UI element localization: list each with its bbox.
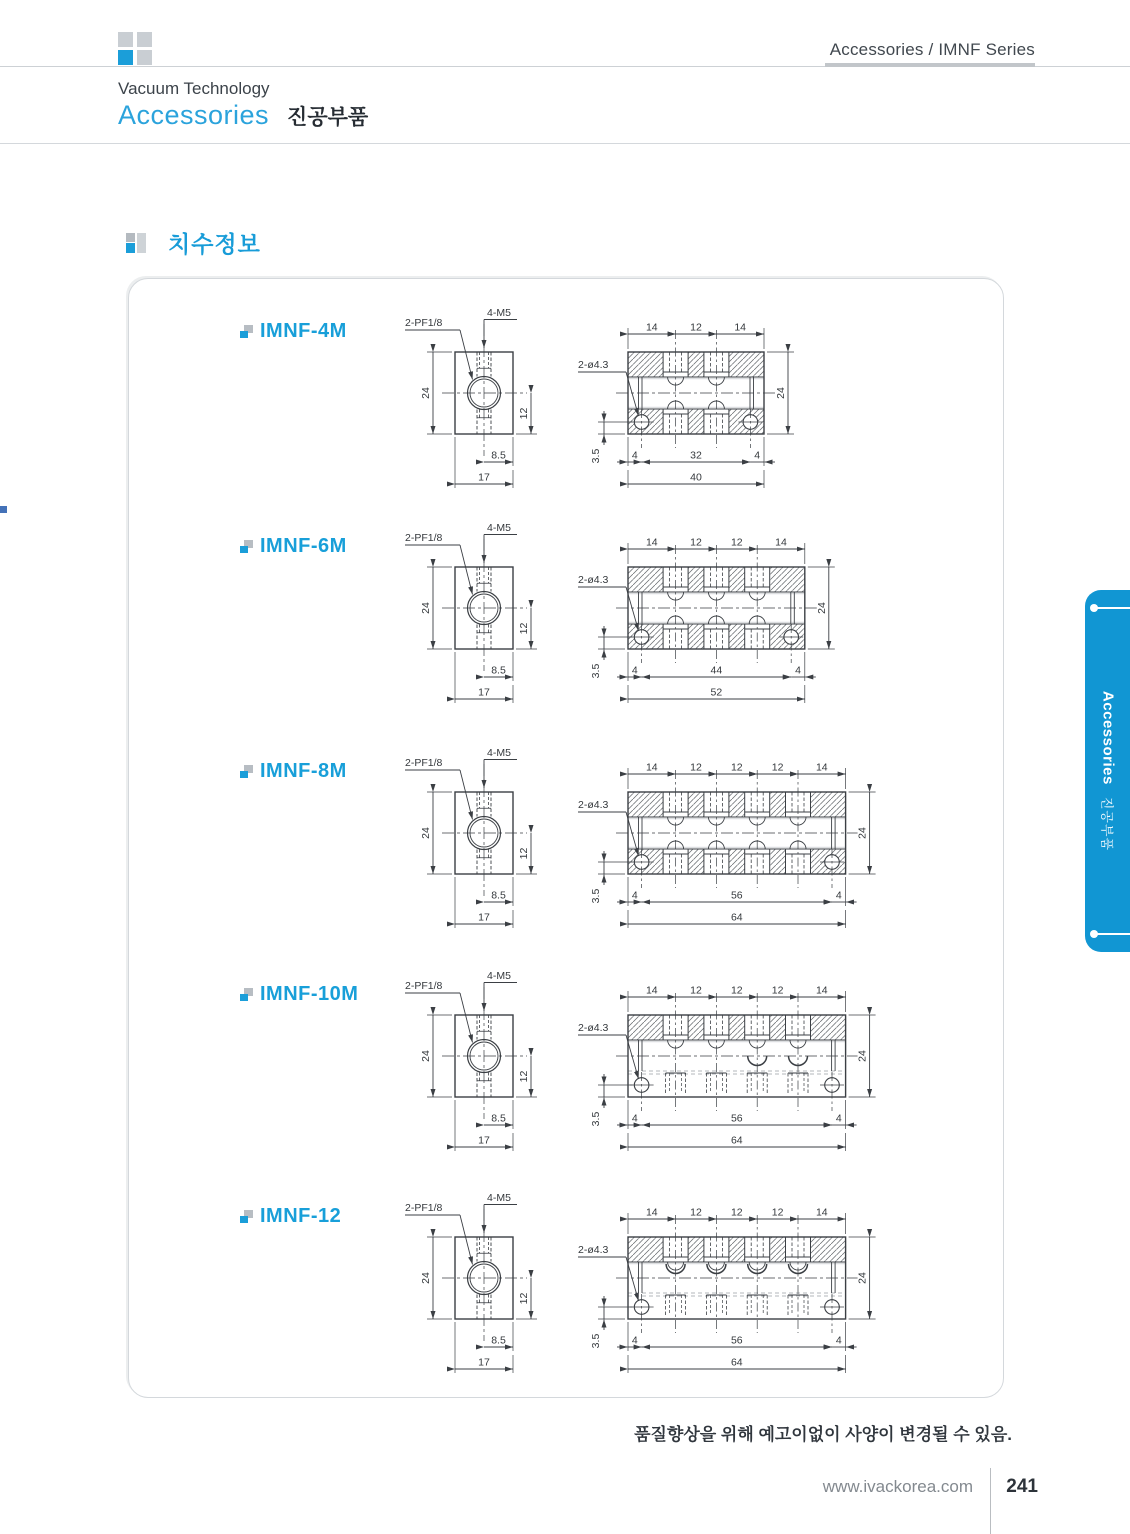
technical-drawing-imnf-12 — [380, 1189, 980, 1385]
dimension-text: 40 — [690, 471, 702, 484]
dimension-text: 4-M5 — [487, 970, 511, 982]
side-view — [405, 307, 537, 488]
model-name: IMNF-12 — [260, 1205, 342, 1227]
page-title-en: Accessories — [118, 100, 270, 130]
side-view — [405, 1192, 537, 1373]
page-title-ko: 진공부품 — [287, 106, 369, 129]
dimension-text: 3.5 — [590, 888, 602, 904]
dimension-text: 12 — [518, 847, 530, 860]
logo-square — [137, 50, 152, 65]
dimension-text: 56 — [730, 889, 743, 902]
dimension-text: 2-ø4.3 — [578, 1022, 609, 1034]
breadcrumb: Accessories / IMNF Series — [829, 40, 1035, 59]
model-name: IMNF-6M — [260, 535, 347, 557]
dimension-text: 2-ø4.3 — [578, 1244, 609, 1256]
page-edge-mark — [0, 506, 7, 513]
model-bullet-icon — [240, 988, 253, 1001]
dimension-text: 4-M5 — [487, 747, 511, 759]
dimension-text: 12 — [690, 761, 702, 774]
dimension-text: 3.5 — [590, 663, 602, 679]
dimension-text: 56 — [730, 1334, 743, 1347]
dimension-text: 8.5 — [491, 1112, 506, 1125]
dimension-text: 4-M5 — [487, 1192, 511, 1204]
dimension-text: 3.5 — [590, 1111, 602, 1127]
front-view — [578, 1207, 876, 1374]
dimension-text: 24 — [420, 1272, 432, 1284]
dimension-text: 2-PF1/8 — [405, 532, 443, 544]
icon-part — [126, 243, 135, 253]
side-tab-label-ko: 진공부품 — [1099, 796, 1114, 852]
dimension-text: 4 — [835, 1112, 842, 1125]
dimension-text: 4 — [631, 889, 638, 902]
dimension-text: 8.5 — [491, 664, 506, 677]
dimension-text: 17 — [478, 471, 490, 484]
dimension-text: 8.5 — [491, 889, 506, 902]
footer-website[interactable]: www.ivackorea.com — [822, 1477, 973, 1496]
dimension-text: 32 — [690, 449, 702, 462]
front-view — [578, 762, 876, 929]
front-view — [578, 985, 876, 1152]
technical-drawing-imnf-4m — [380, 304, 980, 500]
dimension-text: 2-ø4.3 — [578, 574, 609, 586]
model-label-imnf-8m — [240, 760, 347, 783]
side-tab-label-en: Accessories — [1099, 690, 1116, 785]
side-view — [405, 747, 537, 928]
section-heading — [126, 226, 261, 259]
dimension-text: 44 — [710, 664, 723, 677]
side-tab-accessories[interactable] — [1085, 590, 1130, 952]
dimension-text: 14 — [775, 536, 787, 549]
dimension-text: 2-PF1/8 — [405, 980, 443, 992]
logo-square-accent — [118, 50, 133, 65]
dimension-text: 8.5 — [491, 1334, 506, 1347]
dimension-text: 24 — [775, 387, 787, 399]
dimension-text: 3.5 — [590, 448, 602, 464]
dimension-text: 14 — [815, 1206, 828, 1219]
dimension-text: 4 — [835, 1334, 842, 1347]
dimension-text: 12 — [518, 1070, 530, 1083]
dimension-text: 4 — [754, 449, 761, 462]
model-label-imnf-4m — [240, 320, 347, 343]
dimension-text: 14 — [815, 761, 828, 774]
dimension-text: 12 — [730, 761, 743, 774]
tab-dot-line — [1094, 607, 1130, 609]
model-bullet-icon — [240, 765, 253, 778]
dimension-text: 17 — [478, 1356, 490, 1369]
dimension-text: 24 — [420, 1050, 432, 1062]
dimension-text: 24 — [420, 827, 432, 839]
dimension-text: 2-PF1/8 — [405, 1202, 443, 1214]
model-bullet-icon — [240, 540, 253, 553]
header-bottom-rule — [0, 143, 1130, 144]
page-title — [118, 100, 368, 131]
model-label-imnf-10m — [240, 983, 358, 1006]
model-label-imnf-12 — [240, 1205, 341, 1228]
dimension-text: 12 — [518, 407, 530, 420]
front-view — [578, 322, 794, 489]
dimension-text: 14 — [645, 984, 658, 997]
model-name: IMNF-10M — [260, 983, 359, 1005]
logo-square — [137, 32, 152, 47]
dimension-text: 2-PF1/8 — [405, 317, 443, 329]
dimension-text: 2-ø4.3 — [578, 359, 609, 371]
section-bullet-icon — [126, 233, 146, 253]
dimension-text: 14 — [815, 984, 828, 997]
dimension-text: 24 — [856, 1272, 869, 1284]
brand-logo — [118, 32, 152, 66]
side-tab-label — [1098, 691, 1117, 851]
dimension-text: 24 — [856, 1050, 869, 1062]
dimension-text: 4 — [795, 664, 801, 677]
dimension-text: 4 — [631, 1334, 638, 1347]
dimension-text: 8.5 — [491, 449, 506, 462]
dimension-text: 4 — [631, 664, 638, 677]
dimension-text: 14 — [645, 761, 658, 774]
dimension-text: 2-ø4.3 — [578, 799, 609, 811]
model-name: IMNF-4M — [260, 320, 347, 342]
model-bullet-icon — [240, 325, 253, 338]
dimension-text: 64 — [730, 1134, 743, 1147]
breadcrumb-underline — [825, 63, 1035, 67]
technical-drawing-imnf-8m — [380, 744, 980, 940]
dimension-text: 17 — [478, 686, 490, 699]
dimension-text: 56 — [730, 1112, 743, 1125]
dimension-text: 12 — [771, 984, 784, 997]
dimension-text: 17 — [478, 1134, 490, 1147]
dimension-text: 4 — [631, 449, 638, 462]
dimension-text: 24 — [420, 387, 432, 399]
dimension-text: 14 — [645, 321, 658, 334]
dimension-text: 12 — [518, 622, 530, 635]
dimension-text: 12 — [771, 1206, 784, 1219]
footer-divider — [990, 1468, 991, 1534]
dimension-text: 4 — [631, 1112, 638, 1125]
dimension-text: 24 — [815, 602, 828, 614]
brand-tagline: Vacuum Technology — [118, 79, 270, 98]
technical-drawing-imnf-6m — [380, 519, 980, 715]
dimension-text: 17 — [478, 911, 490, 924]
dimension-text: 2-PF1/8 — [405, 757, 443, 769]
dimension-text: 4 — [835, 889, 842, 902]
dimension-text: 12 — [690, 321, 702, 334]
front-view — [578, 537, 835, 704]
dimension-text: 14 — [645, 1206, 658, 1219]
footer-disclaimer: 품질향상을 위해 예고이없이 사양이 변경될 수 있음. — [634, 1425, 1012, 1444]
tab-dot-line — [1094, 933, 1130, 935]
model-bullet-icon — [240, 1210, 253, 1223]
dimension-text: 4-M5 — [487, 522, 511, 534]
model-label-imnf-6m — [240, 535, 347, 558]
dimension-text: 12 — [518, 1292, 530, 1305]
dimension-text: 64 — [730, 1356, 743, 1369]
side-view — [405, 522, 537, 703]
dimension-text: 4-M5 — [487, 307, 511, 319]
page-number: 241 — [1006, 1476, 1038, 1497]
dimension-text: 12 — [730, 984, 743, 997]
technical-drawing-imnf-10m — [380, 967, 980, 1163]
dimension-text: 12 — [690, 984, 702, 997]
section-title: 치수정보 — [168, 231, 261, 257]
dimension-text: 14 — [645, 536, 658, 549]
icon-part — [126, 233, 135, 242]
side-view — [405, 970, 537, 1151]
dimension-text: 12 — [690, 536, 702, 549]
icon-part — [137, 233, 146, 253]
dimension-text: 64 — [730, 911, 743, 924]
dimension-text: 12 — [771, 761, 784, 774]
dimension-text: 12 — [690, 1206, 702, 1219]
dimension-text: 24 — [420, 602, 432, 614]
dimension-text: 3.5 — [590, 1333, 602, 1349]
dimension-text: 12 — [730, 1206, 743, 1219]
model-name: IMNF-8M — [260, 760, 347, 782]
dimension-text: 12 — [730, 536, 743, 549]
logo-square — [118, 32, 133, 47]
dimension-text: 24 — [856, 827, 869, 839]
dimension-text: 14 — [734, 321, 747, 334]
dimension-text: 52 — [710, 686, 723, 699]
